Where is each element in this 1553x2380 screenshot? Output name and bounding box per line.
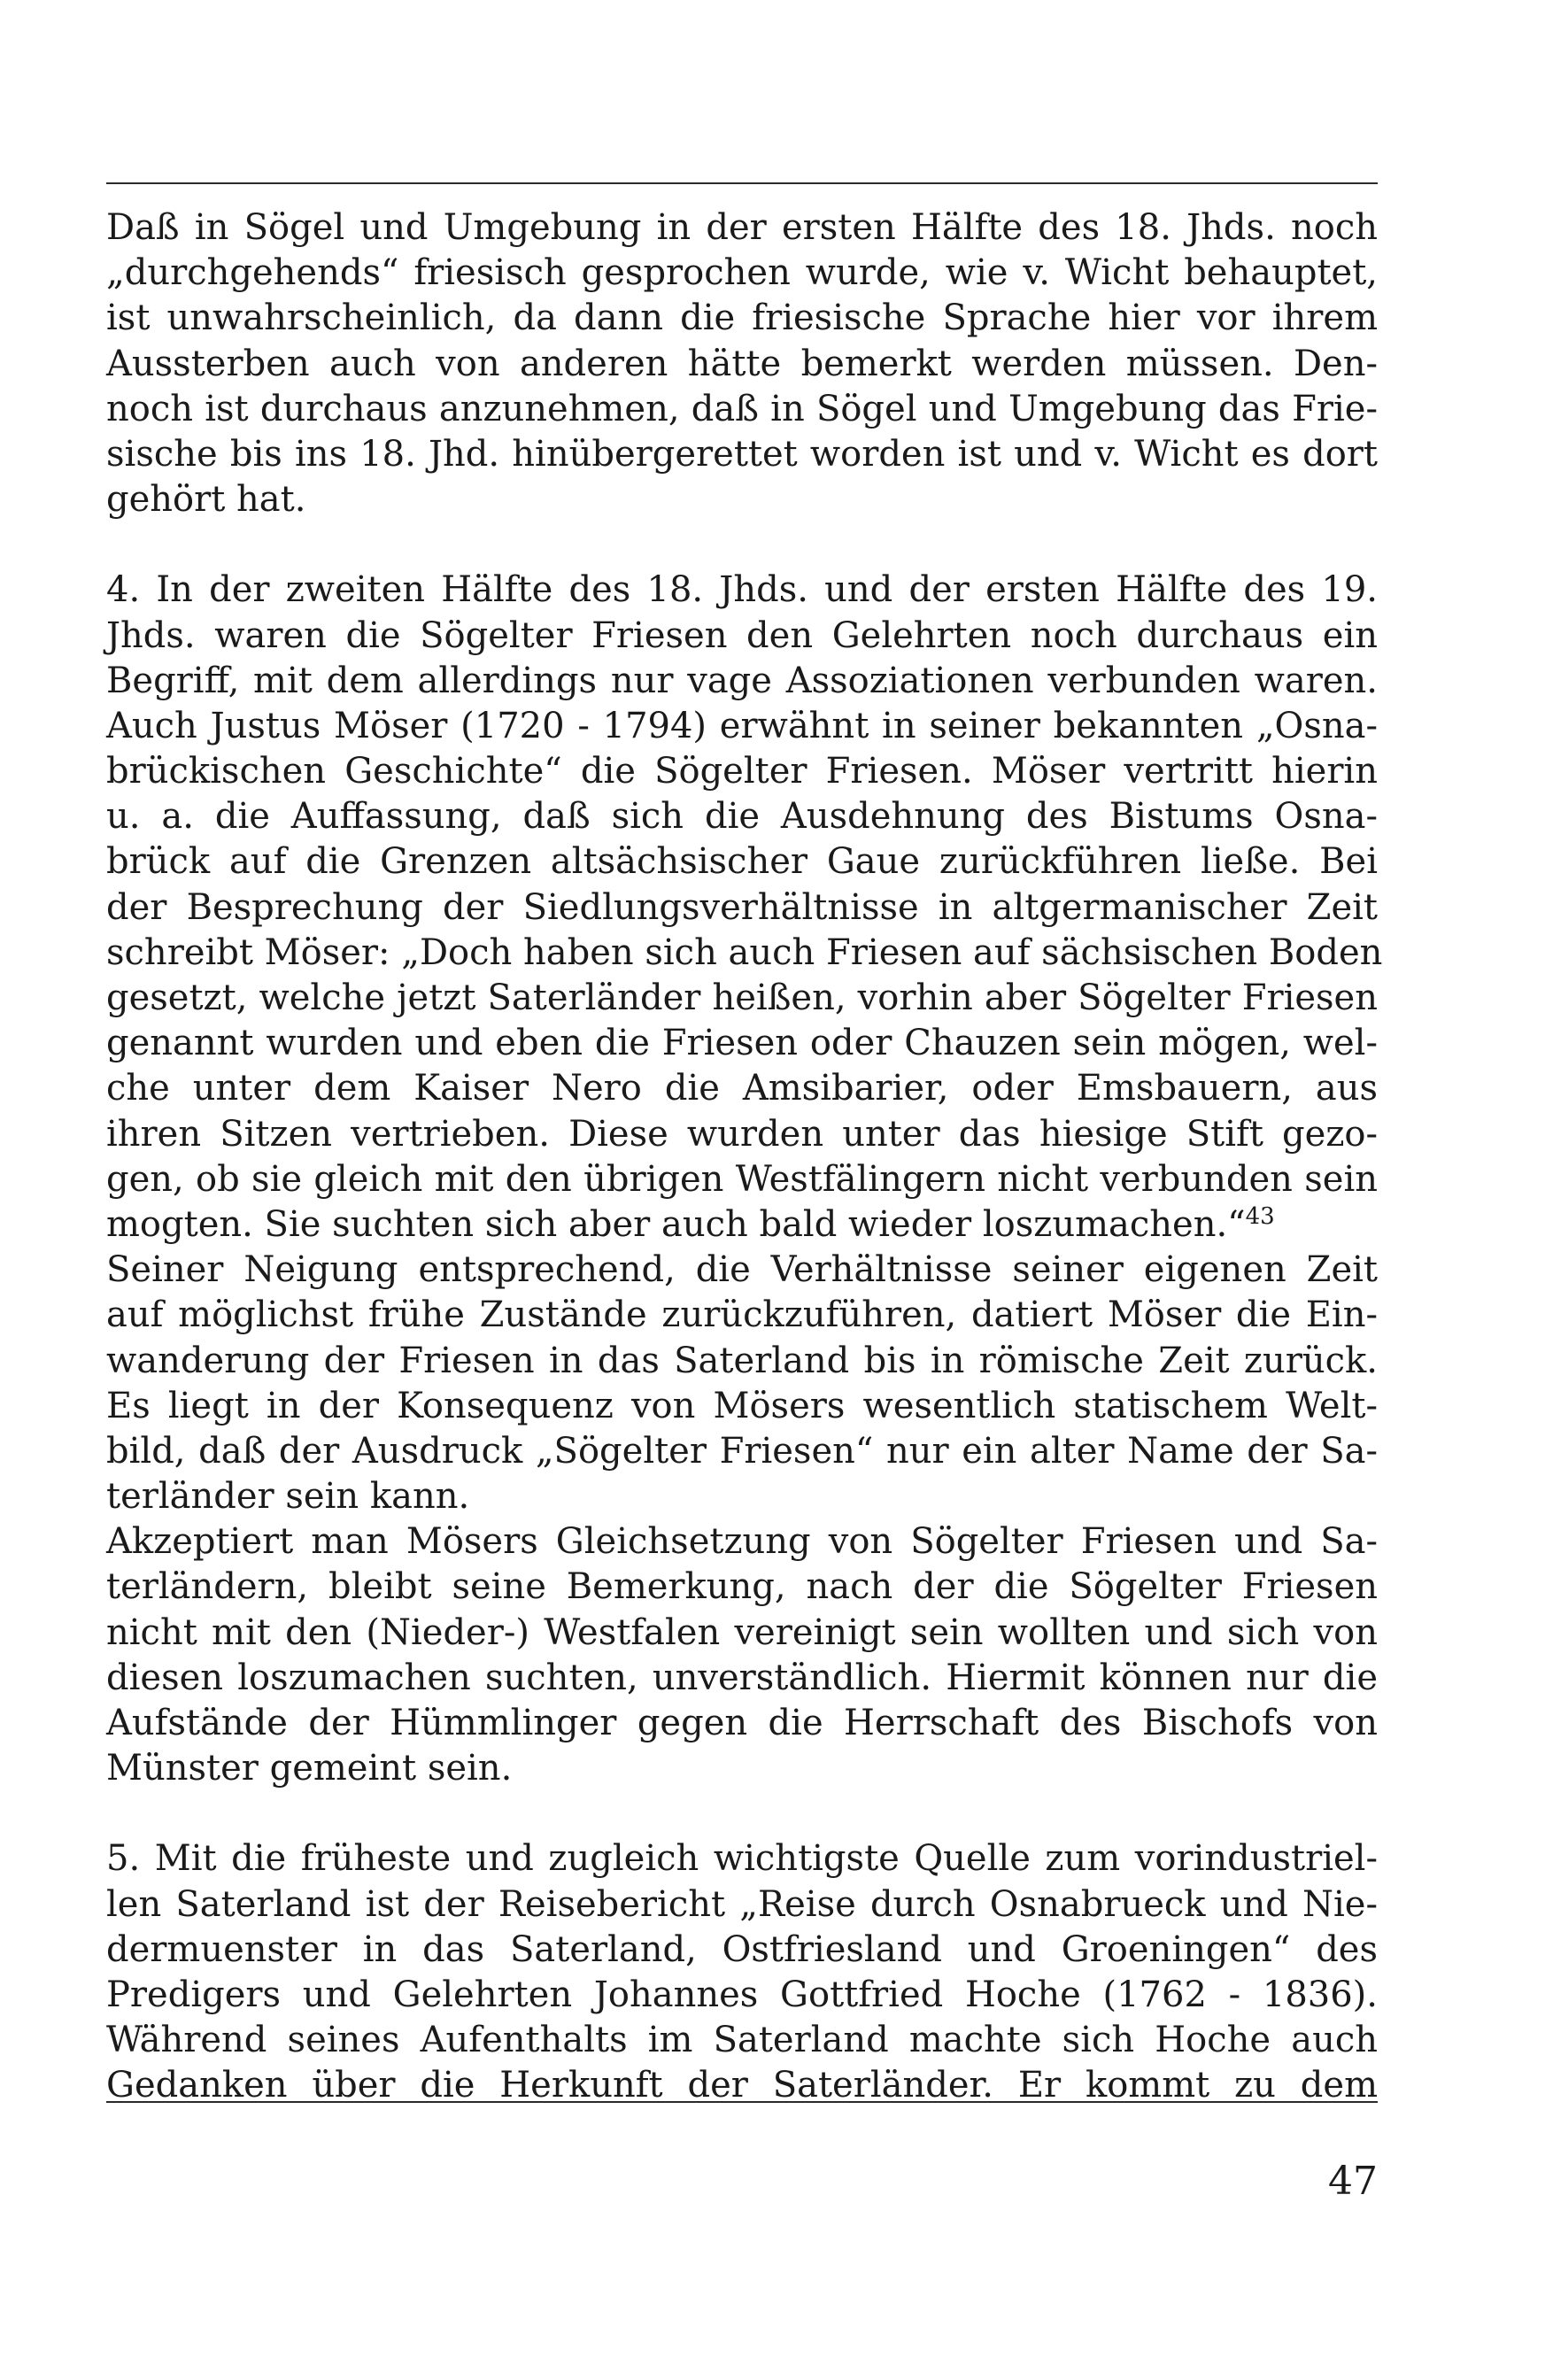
text-line: brück auf die Grenzen altsächsischer Gaue zurückführen ließe. Bei	[106, 841, 1378, 883]
text-line: Es liegt in der Konsequenz von Mösers wesentlich statischem Welt-	[106, 1385, 1378, 1426]
text-line: Gedanken über die Herkunft der Saterländer. Er kommt zu dem	[106, 2065, 1378, 2106]
text-line: gesetzt, welche jetzt Saterländer heißen, vorhin aber Sögelter Friesen	[106, 978, 1378, 1018]
paragraph-2	[106, 568, 1383, 1791]
text-line: Aufstände der Hümmlinger gegen die Herrschaft des Bischofs von	[106, 1703, 1378, 1743]
text-line: ist unwahrscheinlich, da dann die friesische Sprache hier vor ihrem	[106, 298, 1378, 339]
text-line: bild, daß der Ausdruck „Sögelter Friesen“ nur ein alter Name der Sa-	[106, 1430, 1378, 1472]
text-line: Seiner Neigung entsprechend, die Verhältnisse seiner eigenen Zeit	[106, 1249, 1378, 1291]
text-line: Aussterben auch von anderen hätte bemerkt werden müssen. Den-	[106, 343, 1378, 384]
text-line: nicht mit den (Nieder-) Westfalen vereinigt sein wollten und sich von	[106, 1611, 1378, 1653]
text-line: mogten. Sie suchten sich aber auch bald wieder loszumachen.“	[106, 1203, 1246, 1245]
text-line: Predigers und Gelehrten Johannes Gottfried Hoche (1762 - 1836).	[106, 1974, 1378, 2015]
bottom-rule	[106, 2101, 1378, 2103]
paragraph-3	[106, 1836, 1378, 2108]
text-line: u. a. die Auffassung, daß sich die Ausdehnung des Bistums Osna-	[106, 796, 1378, 838]
page-number: 47	[1328, 2159, 1378, 2204]
text-line: Akzeptiert man Mösers Gleichsetzung von Sögelter Friesen und Sa-	[106, 1521, 1378, 1563]
paragraph-gap	[106, 1791, 1378, 1836]
text-line: terländer sein kann.	[106, 1476, 470, 1518]
text-line: len Saterland ist der Reisebericht „Reise durch Osnabrueck und Nie-	[106, 1883, 1378, 1925]
paragraph-gap	[106, 522, 1378, 568]
text-line: „durchgehends“ friesisch gesprochen wurde, wie v. Wicht behauptet,	[106, 252, 1378, 294]
text-line: Daß in Sögel und Umgebung in der ersten Hälfte des 18. Jhds. noch	[106, 207, 1378, 248]
text-line: terländern, bleibt seine Bemerkung, nach der die Sögelter Friesen	[106, 1566, 1378, 1608]
paragraph-1	[106, 205, 1378, 522]
text-line: genannt wurden und eben die Friesen oder Chauzen sein mögen, wel-	[106, 1023, 1378, 1064]
text-line: brückischen Geschichte“ die Sögelter Friesen. Möser vertritt hierin	[106, 751, 1378, 792]
text-line: gen, ob sie gleich mit den übrigen Westfälingern nicht verbunden sein	[106, 1158, 1378, 1200]
text-line: Auch Justus Möser (1720 - 1794) erwähnt in seiner bekannten „Osna-	[106, 705, 1378, 746]
text-line: auf möglichst frühe Zustände zurückzuführen, datiert Möser die Ein-	[106, 1294, 1378, 1336]
text-line: schreibt Möser: „Doch haben sich auch Friesen auf sächsischen Boden	[106, 931, 1383, 973]
text-line: gehört hat.	[106, 479, 306, 521]
text-line: der Besprechung der Siedlungsverhältnisse in altgermanischer Zeit	[106, 886, 1378, 928]
footnote-ref[interactable]: 43	[1245, 1202, 1275, 1230]
text-line: dermuenster in das Saterland, Ostfriesland und Groeningen“ des	[106, 1928, 1378, 1970]
top-rule	[106, 182, 1378, 184]
text-line: Begriff, mit dem allerdings nur vage Assoziationen verbunden waren.	[106, 660, 1378, 701]
text-line: che unter dem Kaiser Nero die Amsibarier, oder Emsbauern, aus	[106, 1068, 1378, 1109]
text-line: ihren Sitzen vertrieben. Diese wurden unter das hiesige Stift gezo-	[106, 1113, 1378, 1155]
text-line: Während seines Aufenthalts im Saterland machte sich Hoche auch	[106, 2020, 1378, 2061]
text-line: sische bis ins 18. Jhd. hinübergerettet worden ist und v. Wicht es dort	[106, 433, 1378, 475]
text-line: noch ist durchaus anzunehmen, daß in Sögel und Umgebung das Frie-	[106, 388, 1378, 429]
text-line: Münster gemeint sein.	[106, 1748, 513, 1789]
text-line: 4. In der zweiten Hälfte des 18. Jhds. und der ersten Hälfte des 19.	[106, 569, 1378, 611]
body-text	[106, 205, 1383, 2109]
text-line-with-footnote	[106, 1202, 1378, 1248]
text-line: wanderung der Friesen in das Saterland bis in römische Zeit zurück.	[106, 1340, 1378, 1381]
text-line: diesen loszumachen suchten, unverständlich. Hiermit können nur die	[106, 1657, 1378, 1698]
text-line: 5. Mit die früheste und zugleich wichtigste Quelle zum vorindustriel-	[106, 1838, 1378, 1880]
text-line: Jhds. waren die Sögelter Friesen den Gelehrten noch durchaus ein	[106, 614, 1378, 656]
